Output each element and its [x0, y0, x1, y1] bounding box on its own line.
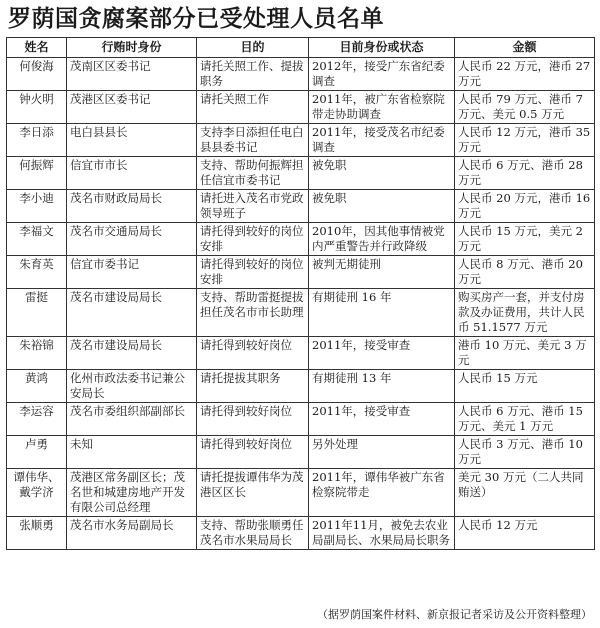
cell-amount: 人民币 15 万元，美元 2 万元	[455, 223, 595, 256]
cell-name: 李运容	[7, 403, 67, 436]
cell-amount: 港币 10 万元、美元 3 万元	[455, 337, 595, 370]
cell-amount: 人民币 12 万元	[455, 517, 595, 550]
cell-name: 卢勇	[7, 436, 67, 469]
table-row	[7, 124, 595, 157]
cell-status: 2011年，接受审查	[309, 403, 455, 436]
cell-name: 李福文	[7, 223, 67, 256]
cell-position: 茂名市建设局局长	[67, 337, 197, 370]
cell-purpose: 支持、帮助何振辉担任信宜市委书记	[197, 157, 309, 190]
table-row	[7, 370, 595, 403]
cell-status: 2011年，谭伟华被广东省检察院带走	[309, 469, 455, 517]
cell-purpose: 请托关照工作	[197, 91, 309, 124]
cell-position: 信宜市市长	[67, 157, 197, 190]
cell-status: 2010年，因其他事情被党内严重警告并行政降级	[309, 223, 455, 256]
cell-position: 信宜市委书记	[67, 256, 197, 289]
cell-purpose: 请托得到较好岗位	[197, 436, 309, 469]
cell-status: 被免职	[309, 190, 455, 223]
cell-status: 2011年，被广东省检察院带走协助调查	[309, 91, 455, 124]
cell-purpose: 请托得到较好岗位	[197, 337, 309, 370]
cell-position: 茂港区区委书记	[67, 91, 197, 124]
cell-position: 茂港区常务副区长；茂名世和城建房地产开发有限公司总经理	[67, 469, 197, 517]
cell-position: 茂名市委组织部副部长	[67, 403, 197, 436]
cell-amount: 美元 30 万元（二人共同贿送）	[455, 469, 595, 517]
cell-purpose: 请托提拔其职务	[197, 370, 309, 403]
table-row	[7, 517, 595, 550]
table-row	[7, 469, 595, 517]
cell-status: 另外处理	[309, 436, 455, 469]
table-body	[7, 58, 595, 550]
cell-status: 有期徒刑 16 年	[309, 289, 455, 337]
cell-amount: 人民币 6 万元、港币 15 万元、美元 1 万元	[455, 403, 595, 436]
header-amount: 金额	[455, 38, 595, 58]
cell-amount: 人民币 22 万元，港币 27 万元	[455, 58, 595, 91]
cell-amount: 人民币 6 万元、港币 28 万元	[455, 157, 595, 190]
cell-name: 雷挺	[7, 289, 67, 337]
cell-amount: 购买房产一套，并支付房款及办证费用，共计人民币 51.1577 万元	[455, 289, 595, 337]
page-title: 罗荫国贪腐案部分已受处理人员名单	[8, 6, 384, 32]
cell-name: 黄鸿	[7, 370, 67, 403]
cell-status: 被判无期徒刑	[309, 256, 455, 289]
cell-purpose: 请托得到较好的岗位安排	[197, 223, 309, 256]
cell-position: 电白县县长	[67, 124, 197, 157]
cell-status: 被免职	[309, 157, 455, 190]
cell-name: 朱育英	[7, 256, 67, 289]
cell-purpose: 请托关照工作、提拔职务	[197, 58, 309, 91]
cell-status: 2012年，接受广东省纪委调查	[309, 58, 455, 91]
cell-name: 李小迪	[7, 190, 67, 223]
cell-purpose: 支持、帮助雷挺提拔担任茂名市市长助理	[197, 289, 309, 337]
cell-position: 茂名市建设局局长	[67, 289, 197, 337]
cell-position: 茂名市水务局副局长	[67, 517, 197, 550]
table-row	[7, 289, 595, 337]
header-status: 目前身份或状态	[309, 38, 455, 58]
table-row	[7, 91, 595, 124]
table-row	[7, 190, 595, 223]
table-row	[7, 58, 595, 91]
cell-amount: 人民币 3 万元、港币 10 万元	[455, 436, 595, 469]
cell-status: 2011年，接受茂名市纪委调查	[309, 124, 455, 157]
cell-amount: 人民币 15 万元	[455, 370, 595, 403]
cell-purpose: 请托得到较好的岗位安排	[197, 256, 309, 289]
cell-name: 李日添	[7, 124, 67, 157]
source-note: （据罗荫国案件材料、新京报记者采访及公开资料整理）	[317, 608, 592, 621]
table-row	[7, 337, 595, 370]
header-name: 姓名	[7, 38, 67, 58]
cell-name: 何俊海	[7, 58, 67, 91]
cell-name: 钟火明	[7, 91, 67, 124]
cell-name: 何振辉	[7, 157, 67, 190]
cell-position: 未知	[67, 436, 197, 469]
cell-amount: 人民币 8 万元、港币 20 万元	[455, 256, 595, 289]
header-purpose: 目的	[197, 38, 309, 58]
cell-status: 2011年11月，被免去农业局副局长、水果局局长职务	[309, 517, 455, 550]
cell-name: 朱裕锦	[7, 337, 67, 370]
cell-position: 化州市政法委书记兼公安局长	[67, 370, 197, 403]
cell-position: 茂名市交通局局长	[67, 223, 197, 256]
cell-purpose: 请托进入茂名市党政领导班子	[197, 190, 309, 223]
cell-status: 有期徒刑 13 年	[309, 370, 455, 403]
cell-amount: 人民币 20 万元，港币 16 万元	[455, 190, 595, 223]
cell-amount: 人民币 12 万元，港币 35 万元	[455, 124, 595, 157]
cell-purpose: 请托得到较好岗位	[197, 403, 309, 436]
personnel-table	[6, 37, 595, 550]
table-row	[7, 256, 595, 289]
cell-purpose: 支持、帮助张顺勇任茂名市水果局局长	[197, 517, 309, 550]
cell-purpose: 请托提拔谭伟华为茂港区区长	[197, 469, 309, 517]
cell-position: 茂名市财政局局长	[67, 190, 197, 223]
table-header-row	[7, 38, 595, 58]
table-row	[7, 403, 595, 436]
cell-position: 茂南区区委书记	[67, 58, 197, 91]
cell-name: 张顺勇	[7, 517, 67, 550]
cell-purpose: 支持李日添担任电白县县委书记	[197, 124, 309, 157]
table-row	[7, 436, 595, 469]
cell-name: 谭伟华、戴学济	[7, 469, 67, 517]
cell-status: 2011年，接受审查	[309, 337, 455, 370]
cell-amount: 人民币 79 万元、港币 7 万元、美元 0.5 万元	[455, 91, 595, 124]
table-row	[7, 223, 595, 256]
header-position: 行贿时身份	[67, 38, 197, 58]
table-row	[7, 157, 595, 190]
